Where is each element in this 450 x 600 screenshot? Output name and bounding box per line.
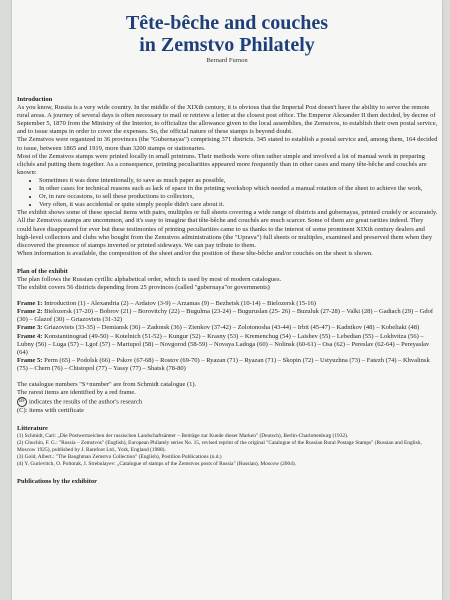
frame-contents: Perm (65) – Podolsk (66) – Pskov (67-68) – Rostov (69-70) – Ryazan (71) – Ryazan (71) – Skopin (72) – Ustyuzhna (73) – Fatezh (74) – Khvalinsk (75) – Chern (76) – Chistopol (77) – Yassy (77) – Shatsk (78-80) <box>17 356 430 372</box>
frame-label: Frame 2: <box>17 308 43 316</box>
frame-5 <box>17 357 438 373</box>
author-research-icon: BF <box>17 397 27 407</box>
intro-paragraph: The exhibit shows some of these special items with pairs, multiples or full sheets covering a wide range of districts and gubernayas, printed crudely or accurately. <box>17 209 438 217</box>
document-page <box>12 0 442 600</box>
frame-3 <box>17 324 438 332</box>
literature-item: (3) Gold, Albert.: "The Baughman Zemstvo Collection" (English), Postilion Publications (n.d.) <box>17 454 222 461</box>
body-text <box>17 94 438 486</box>
note-rarity: The rarest items are identified by a red frame. <box>17 389 136 397</box>
frame-1 <box>17 300 438 308</box>
intro-paragraph: All the Zemstvos stamps are uncommon, and it's easy to imagine that tête-bêche and couchés are much scarcer. Some of them are great rarities indeed. They could have disappeared for ever but these testimonies of printing peculiarities came to us thanks to the interest of some prominent XIXth century dealers and high-level collectors and clubs who bought from the Zemstvos administrations (the "Uprava") full sheets or multiples, examined and preserved them when they discovered the presence of stamps inverted or printed sideways. We can pay tribute to them. <box>17 217 433 249</box>
literature-list <box>17 433 438 468</box>
frame-4 <box>17 333 438 357</box>
literature-item: (1) Schmidt, Carl: „Die Postwertzeichen der russischen Landschaftsämter – Beiträge zur Kunde dieser Marken" (Deutsch), Berlin-Charlottenburg (1932). <box>17 433 349 440</box>
frame-label: Frame 3: <box>17 324 43 332</box>
title-line-1: Tête-bêche and couches <box>125 12 329 34</box>
publications-heading: Publications by the exhibitor <box>17 478 97 486</box>
frame-label: Frame 1: <box>17 300 43 308</box>
note-catalogue: The catalogue numbers "S+number" are from Schmidt catalogue (1). <box>17 381 197 388</box>
bullet-item: • Or, in rare occasions, to sell these productions to collectors, <box>39 193 438 201</box>
plan-paragraph: The exhibit covers 56 districts depending from 25 provinces (called "gubernaya"or governments) <box>17 284 270 292</box>
literature-heading: Litterature <box>17 425 48 433</box>
bullet-item: • In other cases for technical reasons such as lack of space in the printing workshop which needed a manual rotation of the sheet to achieve the work, <box>39 185 438 193</box>
frame-label: Frame 5: <box>17 356 43 364</box>
intro-paragraph: Most of the Zemstvos stamps were printed locally in small printruns. Their methods were often rather simple and involved a lot of manual work in preparing clichés and putting them together. As a consequence, printing peculiarities appeared more frequently than in other cases and many tête-bêche and couchés are known: <box>17 152 427 176</box>
intro-paragraph: The Zemstvos were organized in 36 provinces (the "Gubernayas") comprising 371 districts. 345 stated to establish a postal service and, among them, 164 decided to issue, between 1865 and 1919, more than 3200 stamps or stationaries. <box>17 136 438 152</box>
literature-item: (2) Chuchin, F. G.: "Russia – Zemstvos" (English), European Philately series No. 15, revised reprint of the original "Catalogue of the Russian Rural Postage Stamps" (Russian and English, Moscow 1925), published by J. Barefoot Ltd., York, England (1988). <box>17 440 422 454</box>
frame-2 <box>17 308 438 324</box>
bullet-item: • Sometimes it was done intentionally, to save as much paper as possible, <box>39 177 438 185</box>
bullet-item: • Very often, it was accidental or quite simply people didn't care about it. <box>39 201 438 209</box>
frame-contents: Bielozersk (17-20) – Bobrov (21) – Borovitchy (22) – Bugulma (23-24) – Buguruslan (25- 26) – Buzuluk (27-28) – Valki (28) – Gadiach (29) – Gdof (30) – Glazof (30) – Griazoviets (31-32) <box>17 308 433 324</box>
intro-paragraph: As you know, Russia is a very wide country. In the middle of the XIXth century, it is obvious that the Imperial Post doesn't have the ability to serve the remote rural areas. A journey of several days is often necessary to mail or retrieve a letter at the closest post office. The Emperor Alexander II then decided, by decree of September 5, 1870 from the Ministry of the Interior, to officialize the allowance given to the local assemblies, the Zemstvos, to establish their own postal service, and to issue stamps in order to cover the expenses. So, the official nature of these stamps is beyond doubt. <box>17 104 438 136</box>
intro-heading: Introduction <box>17 96 53 103</box>
author: Bernard Furnon <box>206 57 248 64</box>
note-certificate: (C): items with certificate <box>17 407 84 415</box>
frame-label: Frame 4: <box>17 332 43 340</box>
literature-item: (4) Y. Gurievitch, O. Poltorak, J. Strebulayev: „Catalogue of stamps of the Zemstvos posts of Russia" (Russian), Moscow (2004). <box>17 461 297 468</box>
plan-paragraph: The plan follows the Russian cyrillic alphabetical order, which is used by most of modern catalogues. <box>17 275 282 283</box>
title-line-2: in Zemstvo Philately <box>139 34 315 56</box>
plan-heading: Plan of the exhibit <box>17 267 68 275</box>
intro-paragraph: When information is available, the composition of the sheet and/or the position of these tête-bêche and/or couchés on the sheet is shown. <box>17 249 373 257</box>
frame-contents: Konstantinograd (49-50) – Kotelnich (51-52) – Kungur (52) – Krasny (53) – Kremenchug (54) – Laishev (55) – Lebedian (55) – Lokhvitza (56) – Lubny (56) – Luga (57) – Lgof (57) – Mariupol (58) – Novgorod (58-59) – Novaya Ladoga (60) – Nolinsk (60-61) – Osa (62) – Pereslav (62-64) – Pereyaslav (64) <box>17 332 430 356</box>
frame-contents: Introduction (1) - Alexandria (2) – Ardatov (3-9) – Arzamas (9) – Bezhetsk (10-14) – Bielozersk (15-16) <box>44 300 316 308</box>
bullet-list <box>17 177 438 209</box>
certificate-icon: (C) <box>17 407 26 415</box>
frame-contents: Griazoviets (33-35) – Demiansk (36) – Zadonsk (36) – Zienkov (37-42) – Zolotonosha (43-44) – Irbit (45-47) – Kadnikov (48) – Kobeliaki (48) <box>44 324 420 332</box>
note-research: BF indicates the results of the author's research <box>18 398 143 406</box>
